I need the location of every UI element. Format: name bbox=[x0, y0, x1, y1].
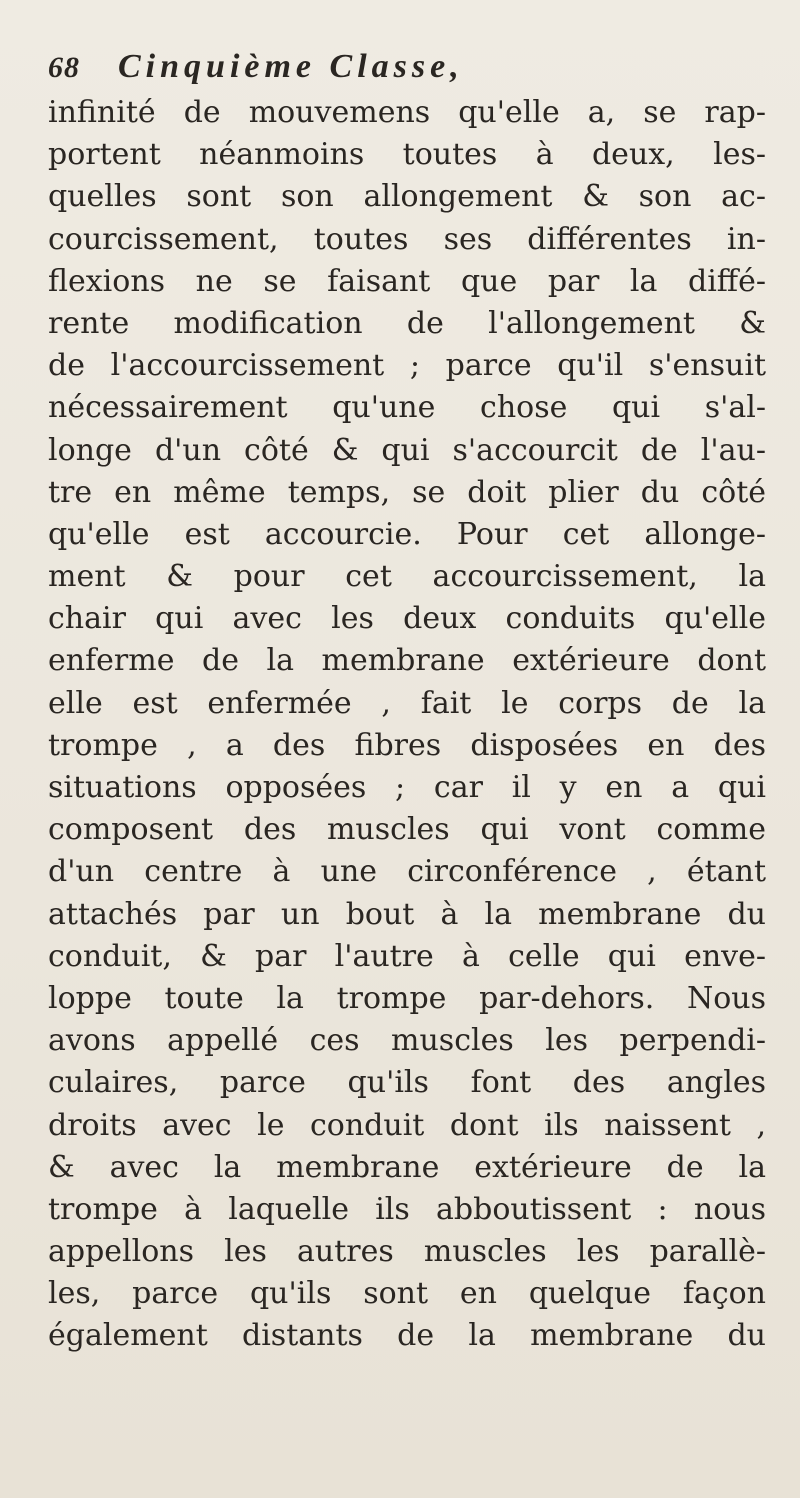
text-line: avons appellé ces muscles les perpendi- bbox=[48, 1023, 766, 1059]
text-line: trompe , a des fibres disposées en des bbox=[48, 727, 766, 763]
text-line: tre en même temps, se doit plier du côté bbox=[48, 474, 766, 510]
text-line: composent des muscles qui vont comme bbox=[48, 812, 766, 848]
text-line: quelles sont son allongement & son ac- bbox=[48, 179, 766, 215]
text-line: nécessairement qu'une chose qui s'al- bbox=[48, 390, 766, 426]
text-line: rente modification de l'allongement & bbox=[48, 305, 766, 341]
body-text bbox=[48, 92, 770, 1358]
text-line: enferme de la membrane extérieure dont bbox=[48, 643, 766, 679]
text-line: également distants de la membrane du bbox=[48, 1318, 766, 1354]
text-line: portent néanmoins toutes à deux, les- bbox=[48, 137, 766, 173]
text-line: de l'accourcissement ; parce qu'il s'ensuit bbox=[48, 348, 766, 384]
text-line: culaires, parce qu'ils font des angles bbox=[48, 1065, 766, 1101]
text-line: chair qui avec les deux conduits qu'elle bbox=[48, 601, 766, 637]
text-line: elle est enfermée , fait le corps de la bbox=[48, 685, 766, 721]
text-line: d'un centre à une circonférence , étant bbox=[48, 854, 766, 890]
text-line: loppe toute la trompe par-dehors. Nous bbox=[48, 980, 766, 1016]
text-line: infinité de mouvemens qu'elle a, se rap- bbox=[48, 95, 766, 130]
text-line: courcissement, toutes ses différentes in- bbox=[48, 221, 766, 257]
text-line: conduit, & par l'autre à celle qui enve- bbox=[48, 938, 766, 974]
text-line: flexions ne se faisant que par la diffé- bbox=[48, 263, 766, 299]
text-line: ment & pour cet accourcissement, la bbox=[48, 559, 766, 595]
text-line: qu'elle est accourcie. Pour cet allonge- bbox=[48, 516, 766, 552]
page-number: 68 bbox=[48, 51, 80, 84]
text-line: les, parce qu'ils sont en quelque façon bbox=[48, 1276, 766, 1312]
text-line: trompe à laquelle ils abboutissent : nous bbox=[48, 1191, 766, 1227]
text-line: droits avec le conduit dont ils naissent , bbox=[48, 1107, 766, 1143]
text-line: situations opposées ; car il y en a qui bbox=[48, 770, 766, 805]
text-line: appellons les autres muscles les parallè- bbox=[48, 1234, 766, 1270]
running-title: Cinquième Classe, bbox=[118, 48, 464, 85]
text-line: attachés par un bout à la membrane du bbox=[48, 896, 766, 932]
running-head bbox=[48, 48, 770, 92]
text-line: & avec la membrane extérieure de la bbox=[48, 1149, 766, 1185]
text-line: longe d'un côté & qui s'accourcit de l'au- bbox=[48, 432, 766, 468]
